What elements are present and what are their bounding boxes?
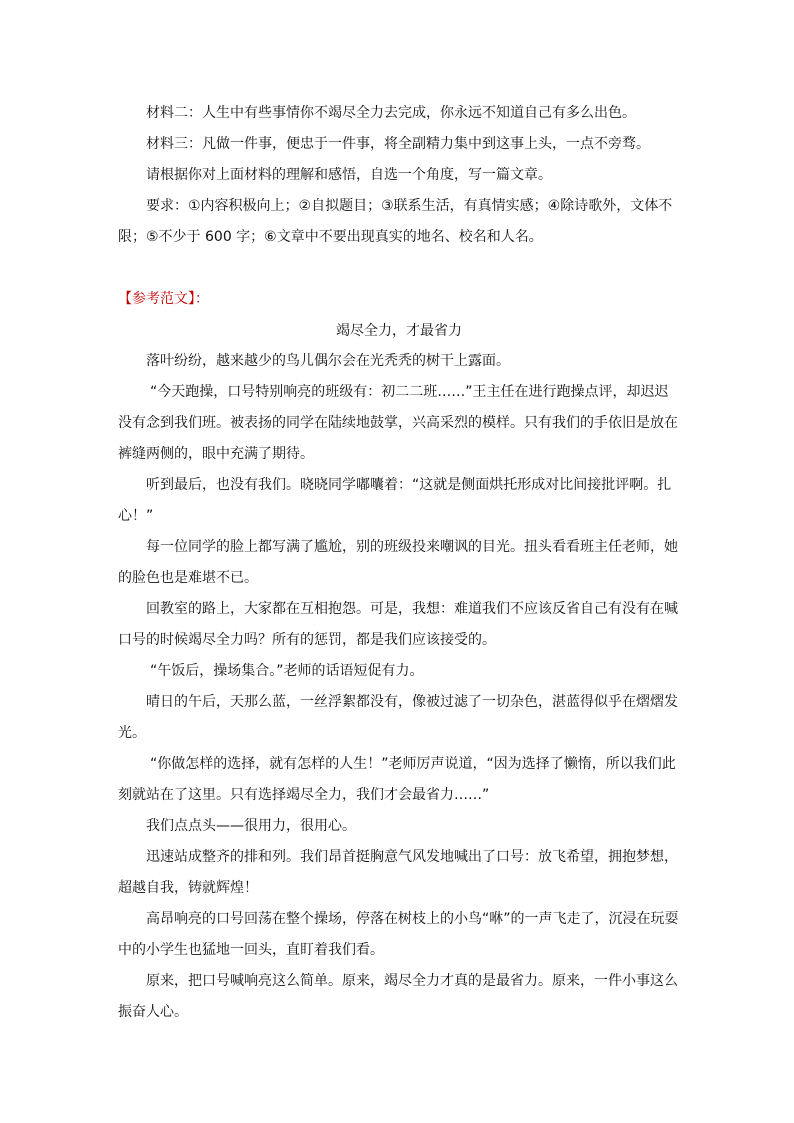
writing-instruction: 请根据你对上面材料的理解和感悟，自选一个角度，写一篇文章。 bbox=[146, 167, 552, 183]
essay-paragraph: 高昂响亮的口号回荡在整个操场，停落在树枝上的小鸟“咻”的一声飞走了，沉浸在玩耍中的小学生也猛地一回头，直盯着我们看。 bbox=[118, 911, 679, 958]
essay-paragraph: 原来，把口号喊响亮这么简单。原来，竭尽全力才真的是最省力。原来，一件小事这么振奋人心。 bbox=[118, 973, 678, 1020]
reference-essay-label: 【参考范文】： bbox=[118, 291, 209, 307]
material-two: 材料二：人生中有些事情你不竭尽全力去完成，你永远不知道自己有多么出色。 bbox=[146, 105, 636, 121]
essay-paragraph: 回教室的路上，大家都在互相抱怨。可是，我想：难道我们不应该反省自己有没有在喊口号的时候竭尽全力吗？所有的惩罚，都是我们应该接受的。 bbox=[118, 601, 678, 648]
essay-title: 竭尽全力，才最省力 bbox=[336, 323, 462, 339]
essay-paragraph: “今天跑操，口号特别响亮的班级有：初二二班……”王主任在进行跑操点评，却迟迟没有念到我们班。被表扬的同学在陆续地鼓掌，兴高采烈的模样。只有我们的手依旧是放在裤缝两侧的，眼中充满了期待。 bbox=[118, 384, 678, 462]
essay-paragraph: 每一位同学的脸上都写满了尴尬，别的班级投来嘲讽的目光。扭头看看班主任老师，她的脸色也是难堪不已。 bbox=[118, 539, 678, 586]
essay-paragraph: 我们点点头——很用力，很用心。 bbox=[146, 818, 356, 834]
material-three: 材料三：凡做一件事，便忠于一件事，将全副精力集中到这事上头，一点不旁骛。 bbox=[146, 136, 650, 152]
writing-requirements: 要求：①内容积极向上；②自拟题目；③联系生活，有真情实感；④除诗歌外，文体不限；⑤不少于 600 字；⑥文章中不要出现真实的地名、校名和人名。 bbox=[118, 198, 673, 245]
essay-paragraph: “午饭后，操场集合。”老师的话语短促有力。 bbox=[150, 663, 424, 679]
essay-paragraph: 落叶纷纷，越来越少的鸟儿偶尔会在光秃秃的树干上露面。 bbox=[146, 353, 510, 369]
essay-paragraph: “你做怎样的选择，就有怎样的人生！”老师厉声说道，“因为选择了懒惰，所以我们此刻就站在了这里。只有选择竭尽全力，我们才会最省力……” bbox=[118, 756, 676, 803]
essay-paragraph: 迅速站成整齐的排和列。我们昂首挺胸意气风发地喊出了口号：放飞希望，拥抱梦想，超越自我，铸就辉煌！ bbox=[118, 849, 678, 896]
essay-paragraph: 晴日的午后，天那么蓝，一丝浮絮都没有，像被过滤了一切杂色，湛蓝得似乎在熠熠发光。 bbox=[118, 694, 678, 741]
essay-paragraph: 听到最后，也没有我们。晓晓同学嘟囔着：“这就是侧面烘托形成对比间接批评啊。扎心！” bbox=[118, 477, 672, 524]
